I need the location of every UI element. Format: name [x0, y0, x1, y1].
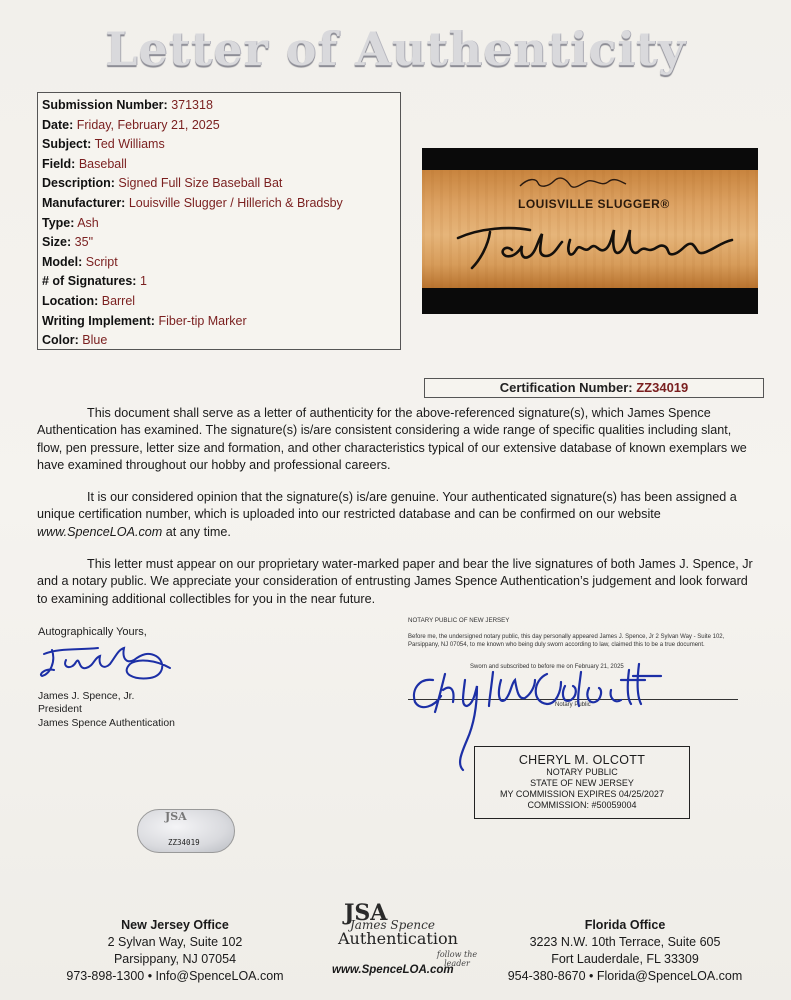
page-title: Letter of Authenticity [105, 22, 686, 76]
certification-number-box [424, 378, 764, 398]
detail-row-location: Location: Barrel [42, 293, 136, 308]
detail-row-description: Description: Signed Full Size Baseball Bat [42, 176, 283, 191]
footer-website: www.SpenceLOA.com [332, 964, 454, 976]
notary-public-caption: Notary Public [555, 702, 591, 708]
detail-row-size: Size: 35" [42, 235, 94, 250]
notary-sworn-line: Sworn and subscribed to before me on February 21, 2025 [470, 664, 624, 670]
paragraph-opinion: It is our considered opinion that the signature(s) is/are genuine. Your authenticated signature(s) has been assigned a unique certification number, which is uploaded into our restricted database and can be confirmed on our website www.SpenceLOA.com at any time. [37, 490, 737, 539]
notary-stamp: CHERYL M. OLCOTT NOTARY PUBLIC STATE OF NEW JERSEY MY COMMISSION EXPIRES 04/25/2027 COMMISSION: #50059004 [474, 746, 690, 819]
certification-number: ZZ34019 [636, 380, 689, 395]
detail-row-manufacturer: Manufacturer: Louisville Slugger / Hillerich & Bradsby [42, 195, 343, 210]
notary-body: Before me, the undersigned notary public, this day personally appeared James J. Spence, Jr 2 Sylvan Way - Suite 102, Parsippany, NJ 07054, to me known who being duly sworn according to law, claimed this to be a true document. [408, 634, 725, 649]
certification-label: Certification Number: [499, 380, 633, 395]
jsa-logo: JSA James Spence Authentication follow the leader www.SpenceLOA.com [332, 900, 478, 976]
hologram-sticker [137, 809, 235, 853]
hologram-code: ZZ34019 [168, 838, 200, 847]
new-jersey-office: New Jersey Office 2 Sylvan Way, Suite 102 Parsippany, NJ 07054 973-898-1300 • Info@SpenceLOA.com [66, 918, 284, 983]
bat-barrel [422, 170, 758, 288]
james-spence-signature [38, 640, 178, 682]
notary-statement [408, 617, 748, 650]
notary-heading: NOTARY PUBLIC OF NEW JERSEY [408, 617, 510, 624]
signer-title: President [38, 704, 82, 716]
detail-row-field: Field: Baseball [42, 156, 127, 171]
hologram-logo: JSA [165, 810, 187, 823]
florida-office: Florida Office 3223 N.W. 10th Terrace, Suite 605 Fort Lauderdale, FL 33309 954-380-8670 • Florida@SpenceLOA.com [507, 918, 743, 983]
signed-bat-photo [422, 148, 758, 314]
signer-block [38, 690, 175, 730]
detail-row-writing-implement: Writing Implement: Fiber-tip Marker [42, 313, 247, 328]
website-text: www.SpenceLOA.com [37, 524, 163, 539]
detail-row-submission-number: Submission Number: 371318 [42, 98, 213, 112]
detail-row-type: Type: Ash [42, 215, 99, 230]
paragraph-requirements: This letter must appear on our proprietary water-marked paper and bear the live signatures of both James J. Spence, Jr and a notary public. We appreciate your consideration of entrusting James Spence Authentication’s judgement and look forward to examining additional collectibles for you in the near future. [37, 557, 753, 606]
closing-text: Autographically Yours, [38, 626, 147, 638]
paragraph-examination: This document shall serve as a letter of authenticity for the above-referenced signature(s), which James Spence Authentication has examined. The signature(s) is/are consistent considering a wide range of specific qualities including slant, flow, pen pressure, letter size and formation, and other characteristics typical of our extensive database of known exemplars we have examined throughout our hobby and professional careers. [37, 406, 747, 473]
detail-row-signature-count: # of Signatures: 1 [42, 274, 147, 289]
detail-row-color: Color: Blue [42, 333, 108, 348]
submission-details-box [37, 92, 401, 350]
detail-row-subject: Subject: Ted Williams [42, 137, 165, 152]
bat-autograph-mark [450, 216, 740, 276]
detail-row-date: Date: Friday, February 21, 2025 [42, 117, 220, 132]
signer-company: James Spence Authentication [38, 717, 175, 729]
bat-factory-signature-mark [518, 175, 628, 191]
detail-row-model: Model: Script [42, 254, 118, 269]
notary-stamp-name: CHERYL M. OLCOTT [518, 753, 646, 767]
signer-name: James J. Spence, Jr. [38, 691, 135, 702]
bat-brand-label: LOUISVILLE SLUGGER® [518, 197, 670, 211]
